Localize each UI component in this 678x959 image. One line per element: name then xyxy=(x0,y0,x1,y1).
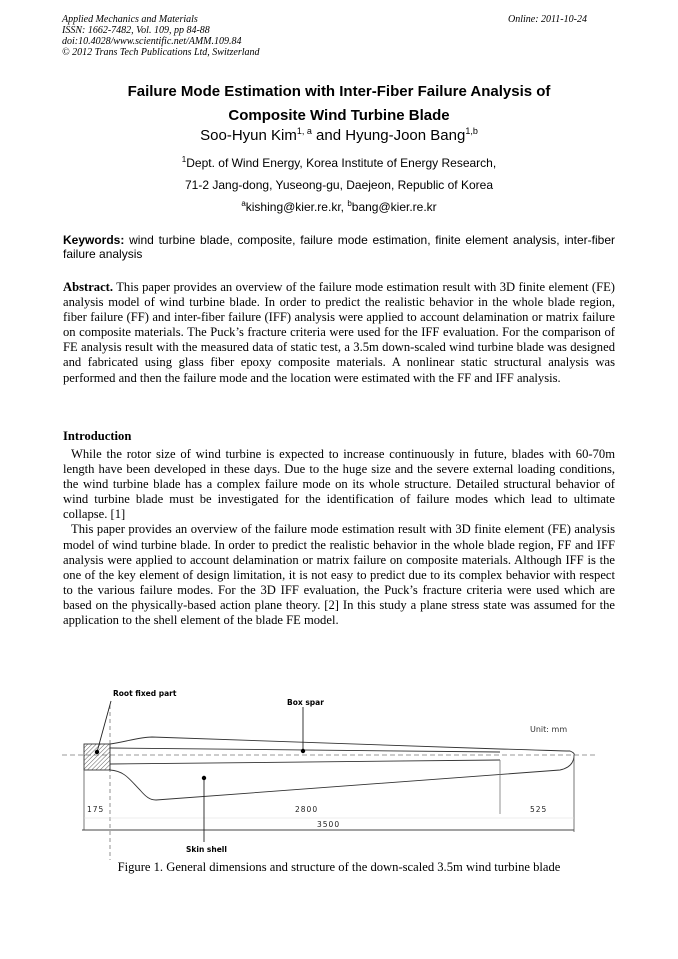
introduction-body xyxy=(63,447,615,628)
affil-sup: 1 xyxy=(181,155,187,164)
author-1: Soo-Hyun Kim xyxy=(200,127,297,144)
email-b[interactable]: bang@kier.re.kr xyxy=(351,200,437,214)
paper-title xyxy=(0,80,678,128)
email-b-sup: b xyxy=(347,199,352,208)
keywords xyxy=(63,233,615,261)
author-2-affil: 1,b xyxy=(465,126,478,136)
figure-caption: Figure 1. General dimensions and structure of the down-scaled 3.5m wind turbine blade xyxy=(117,860,561,874)
copyright: © 2012 Trans Tech Publications Ltd, Switzerland xyxy=(62,47,260,58)
abstract xyxy=(63,280,615,386)
emails xyxy=(0,196,678,218)
author-2: Hyung-Joon Bang xyxy=(345,127,466,144)
dim-tip-length: 525 xyxy=(530,805,548,814)
author-1-affil: 1, a xyxy=(296,126,312,136)
email-a[interactable]: kishing@kier.re.kr, xyxy=(245,200,348,214)
journal-header xyxy=(62,14,260,58)
abstract-text: This paper provides an overview of the failure mode estimation result with 3D finite element (FE) analysis model of wind turbine blade. In order to predict the realistic behavior in the whole blade region, fiber failure (FF) and inter-fiber failure (IFF) analysis were applied to account delamination or matrix failure on composite materials. The Puck’s fracture criteria were used for the IFF evaluation. For the comparison of FE analysis result with the measured data of static test, a 3.5m down-scaled wind turbine blade was designed and fabricated using glass fiber epoxy composite materials. A nonlinear static structural analysis was performed and then the failure mode and the location were estimated with the FF and IFF analysis. xyxy=(63,280,615,385)
doi: doi:10.4028/www.scientific.net/AMM.109.84 xyxy=(62,36,242,47)
affiliation xyxy=(0,152,678,218)
figure-1 xyxy=(0,680,678,860)
abstract-label: Abstract. xyxy=(63,280,114,294)
title-line-2: Composite Wind Turbine Blade xyxy=(228,107,450,124)
journal-name: Applied Mechanics and Materials xyxy=(62,14,198,25)
dim-root-length: 175 xyxy=(87,805,105,814)
blade-diagram xyxy=(0,680,678,860)
intro-paragraph-2: This paper provides an overview of the failure mode estimation result with 3D finite element (FE) analysis model of wind turbine blade. In order to predict the realistic behavior in the whole blade region, FF and IFF analysis were applied to account delamination or matrix failure on composite materials. Although IFF is the one of the key element of design limitation, it is not easy to predict due to its complex behavior with respect to the various failure modes. For the 3D IFF evaluation, the Puck’s fracture criteria were used which are based on the physically-based action plane theory. [2] In this study a plane stress state was assumed for the application to the shell element of the blade FE model. xyxy=(63,522,615,628)
label-box-spar: Box spar xyxy=(287,698,324,707)
label-skin-shell: Skin shell xyxy=(186,845,227,854)
label-root-fixed-part: Root fixed part xyxy=(113,689,177,698)
affil-line-2: 71-2 Jang-dong, Yuseong-gu, Daejeon, Republic of Korea xyxy=(185,178,493,192)
keywords-label: Keywords: xyxy=(63,233,125,247)
affil-line-1: Dept. of Wind Energy, Korea Institute of Energy Research, xyxy=(186,156,497,170)
online-date: Online: 2011-10-24 xyxy=(508,14,587,25)
author-list xyxy=(0,127,678,145)
email-a-sup: a xyxy=(241,199,246,208)
unit-label: Unit: mm xyxy=(530,725,568,734)
title-line-1: Failure Mode Estimation with Inter-Fiber Failure Analysis of xyxy=(127,83,551,100)
dim-total-length: 3500 xyxy=(317,820,341,829)
keywords-text: wind turbine blade, composite, failure mode estimation, finite element analysis, inter-fiber failure analysis xyxy=(63,233,615,261)
author-connector: and xyxy=(311,127,346,144)
section-heading-introduction: Introduction xyxy=(63,429,132,443)
intro-paragraph-1: While the rotor size of wind turbine is expected to increase continuously in future, blades with 60-70m length have been developed in these days. Due to the huge size and the severe external loading conditions, the wind turbine blade has a complex failure mode on its whole structure. Detailed structural behavior of wind turbine blade must be investigated for the identification of failure modes which lead to ultimate collapse. [1] xyxy=(63,447,615,522)
issn: ISSN: 1662-7482, Vol. 109, pp 84-88 xyxy=(62,25,210,36)
dim-mid-length: 2800 xyxy=(295,805,319,814)
